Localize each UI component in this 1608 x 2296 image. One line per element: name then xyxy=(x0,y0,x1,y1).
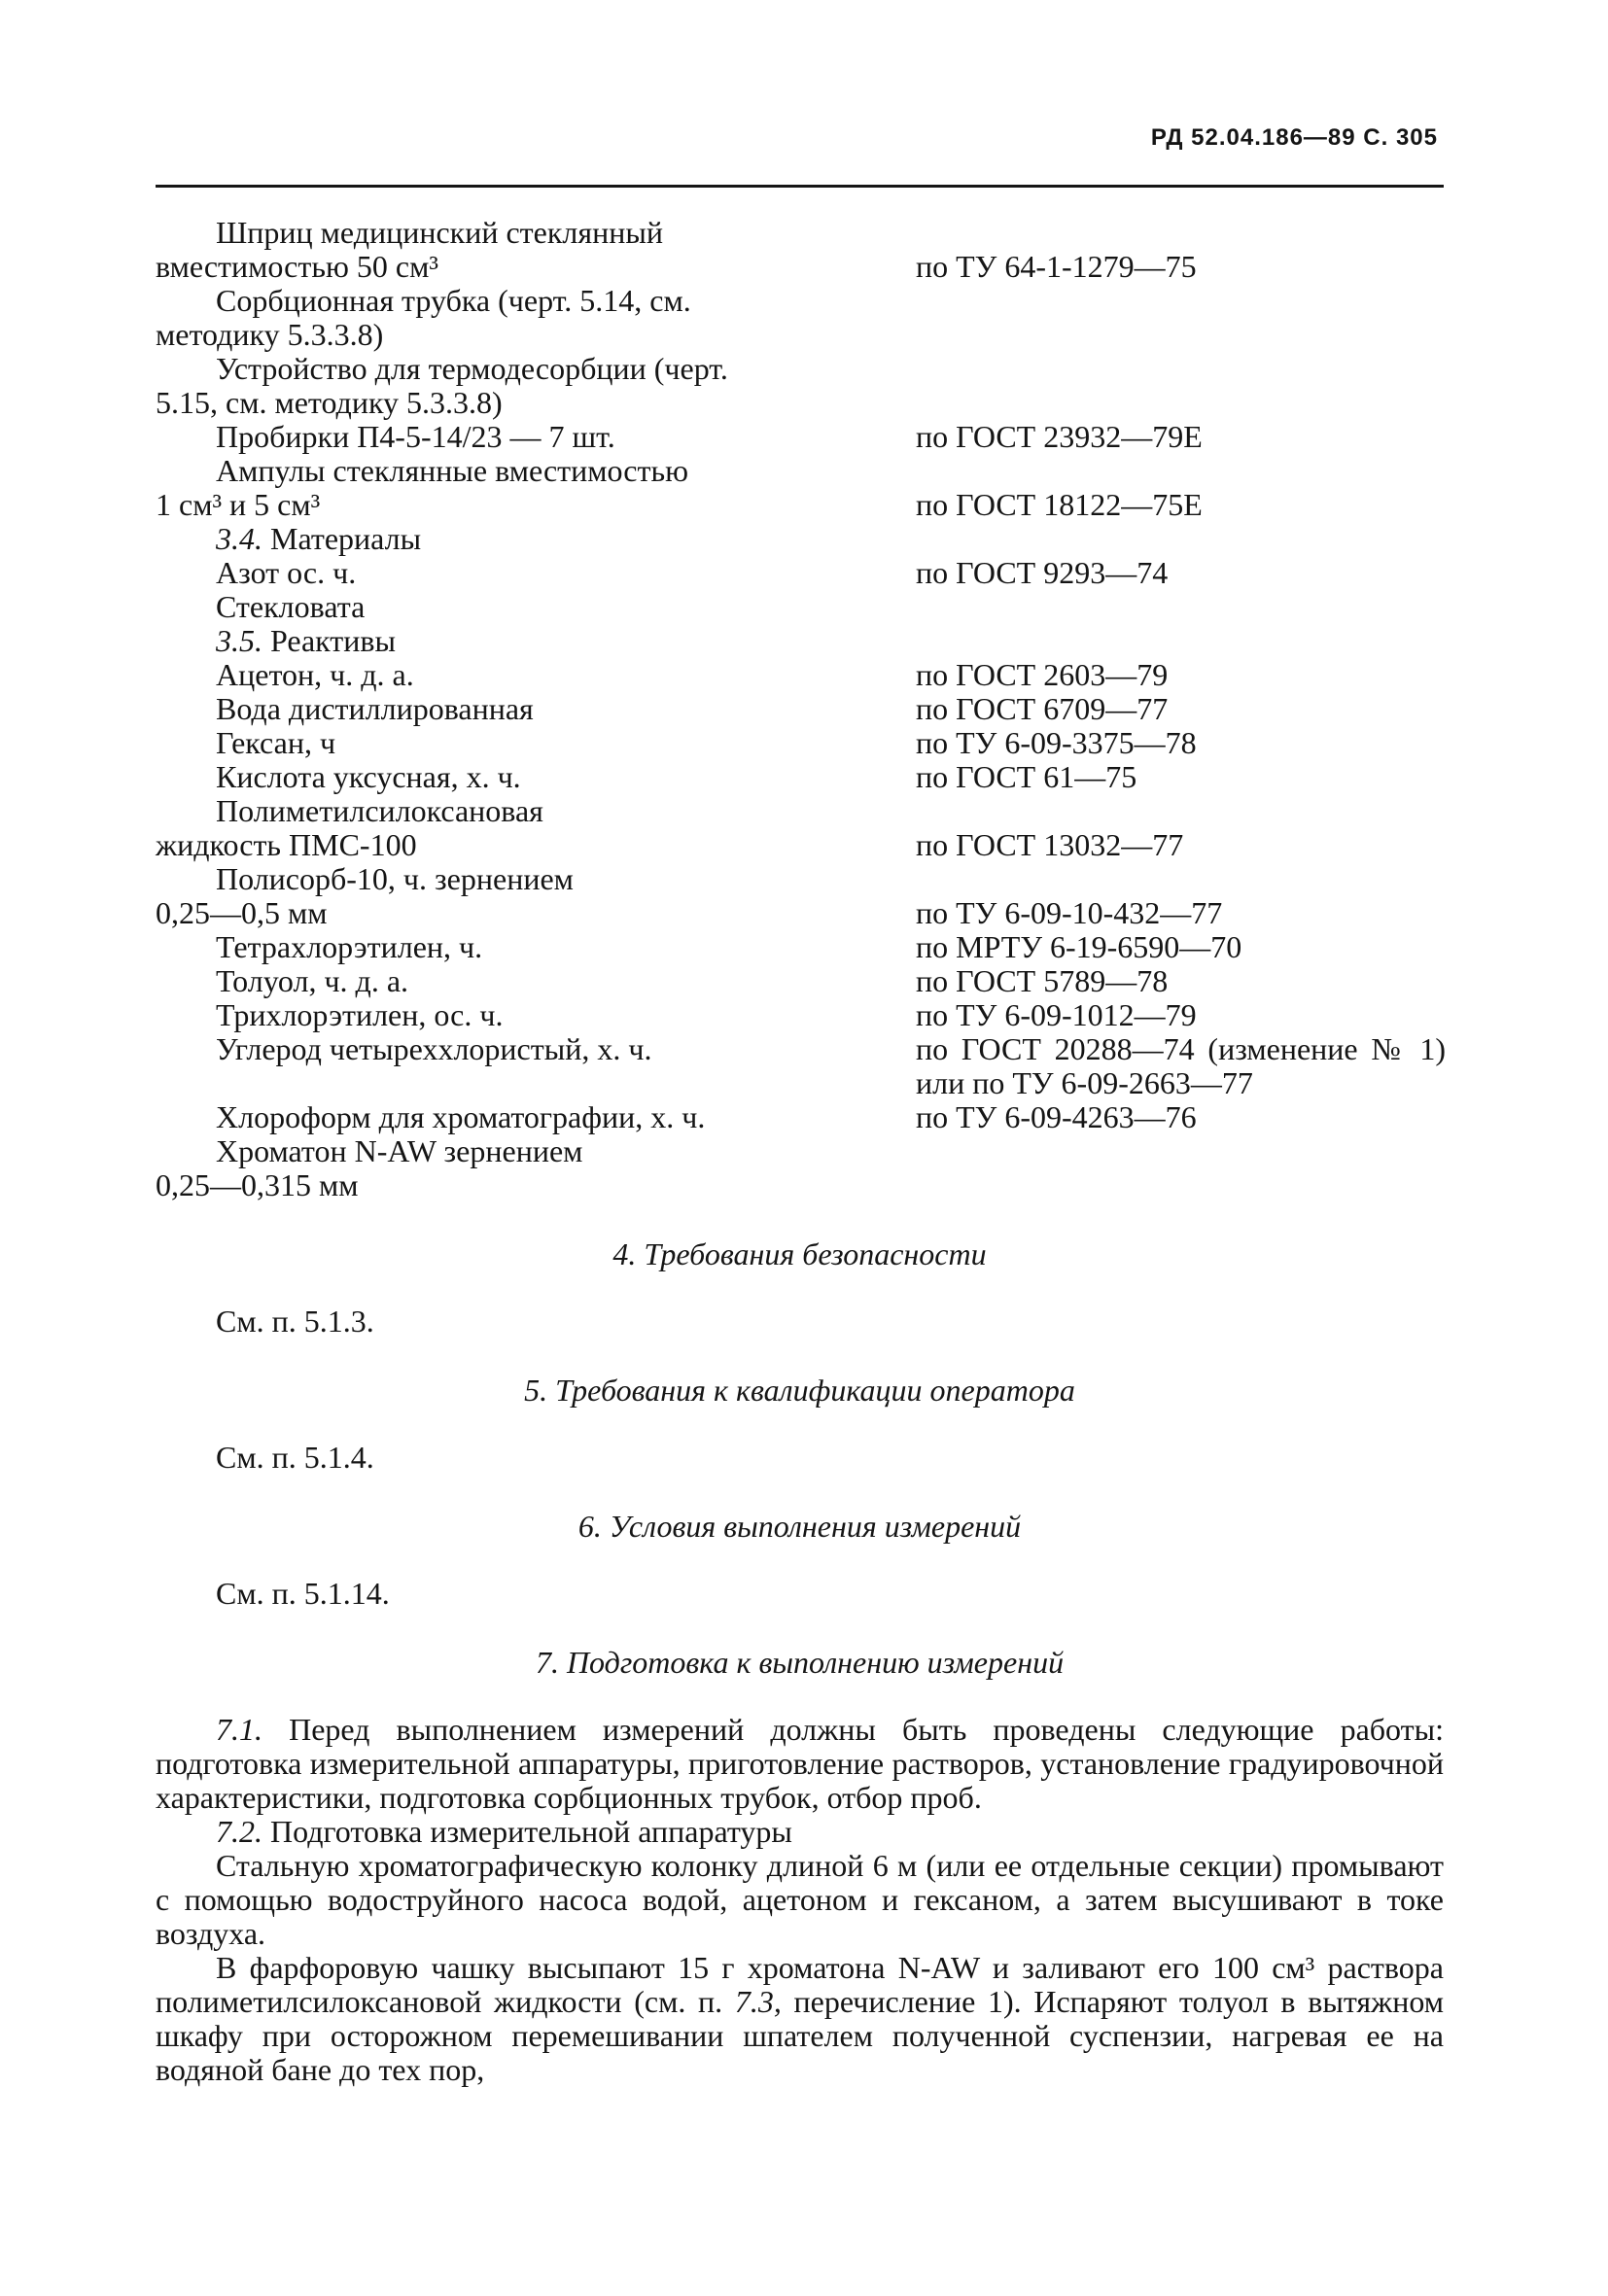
item-name: Шприц медицинский стеклянный xyxy=(216,215,663,250)
item-name-cont: 0,25—0,315 мм xyxy=(156,1167,359,1202)
subsection-number: 3.5. xyxy=(216,623,262,658)
item-name: Кислота уксусная, х. ч. xyxy=(216,759,521,794)
list-item xyxy=(156,556,1444,590)
item-name-cont: жидкость ПМС-100 xyxy=(156,827,417,862)
paragraph-chromaton-prep xyxy=(156,1951,1444,2087)
item-standard: по ТУ 6-09-1012—79 xyxy=(916,997,1197,1032)
list-item xyxy=(156,352,1444,420)
item-standard: по ГОСТ 23932—79Е xyxy=(916,419,1203,454)
section-title-7: 7. Подготовка к выполнению измерений xyxy=(535,1645,1065,1680)
item-name: Стекловата xyxy=(216,589,366,624)
subsection-title: Реактивы xyxy=(270,623,397,658)
item-standard: по ГОСТ 13032—77 xyxy=(916,827,1184,862)
paragraph-cross-ref: 7.3, xyxy=(734,1984,782,2019)
list-item xyxy=(156,726,1444,760)
subsection-heading xyxy=(156,522,1444,556)
section-body-6: См. п. 5.1.14. xyxy=(216,1576,390,1611)
item-standard: по МРТУ 6-19-6590—70 xyxy=(916,929,1242,964)
paragraph-7-2 xyxy=(156,1815,1444,1849)
item-name: Трихлорэтилен, ос. ч. xyxy=(216,997,504,1032)
item-name: Ацетон, ч. д. а. xyxy=(216,657,414,692)
item-name: Вода дистиллированная xyxy=(216,691,534,726)
section-title-6: 6. Условия выполнения измерений xyxy=(577,1509,1022,1544)
item-standard: по ГОСТ 9293—74 xyxy=(916,555,1169,590)
list-item xyxy=(156,420,1444,454)
list-item xyxy=(156,454,1444,522)
item-name: Полисорб-10, ч. зернением xyxy=(216,861,574,896)
item-name: Хлороформ для хроматографии, х. ч. xyxy=(216,1099,706,1134)
list-item xyxy=(156,1134,1444,1202)
item-name: Азот ос. ч. xyxy=(216,555,357,590)
item-standard: по ГОСТ 18122—75Е xyxy=(916,487,1203,522)
list-item xyxy=(156,1032,1444,1100)
list-item xyxy=(156,760,1444,794)
item-standard: по ГОСТ 6709—77 xyxy=(916,691,1169,726)
item-name-cont: 1 см³ и 5 см³ xyxy=(156,487,321,522)
item-standard: по ГОСТ 61—75 xyxy=(916,759,1137,794)
item-name: Толуол, ч. д. а. xyxy=(216,963,409,998)
item-name-cont: методику 5.3.3.8) xyxy=(156,317,384,352)
item-name: Устройство для термодесорбции (черт. xyxy=(216,351,728,386)
list-item xyxy=(156,930,1444,964)
page-header: РД 52.04.186—89 С. 305 xyxy=(1150,124,1438,151)
item-name: Хроматон N-AW зернением xyxy=(216,1133,583,1168)
item-standard: по ГОСТ 5789—78 xyxy=(916,963,1169,998)
item-standard: по ТУ 6-09-10-432—77 xyxy=(916,895,1223,930)
list-item xyxy=(156,692,1444,726)
item-standard: по ТУ 6-09-4263—76 xyxy=(916,1099,1197,1134)
list-item xyxy=(156,284,1444,352)
section-body-4: См. п. 5.1.3. xyxy=(216,1304,374,1339)
paragraph-number: 7.2. xyxy=(216,1814,262,1849)
list-item xyxy=(156,862,1444,930)
item-name: Гексан, ч xyxy=(216,725,336,760)
list-item xyxy=(156,1100,1444,1134)
item-name: Тетрахлорэтилен, ч. xyxy=(216,929,483,964)
list-item xyxy=(156,590,1444,624)
list-item xyxy=(156,964,1444,998)
subsection-number: 3.4. xyxy=(216,521,262,556)
paragraph-column-prep: Стальную хроматографическую колонку длиной 6 м (или ее отдельные секции) промывают с помощью водоструйного насоса водой, ацетоном и гексаном, а затем высушивают в токе воздуха. xyxy=(156,1848,1444,1951)
section-body-5: См. п. 5.1.4. xyxy=(216,1440,374,1475)
section-title-5: 5. Требования к квалификации оператора xyxy=(524,1373,1075,1408)
document-body xyxy=(156,216,1444,2087)
item-name-cont: вместимостью 50 см³ xyxy=(156,249,438,284)
paragraph-text: В фарфоровую чашку высыпают 15 г хроматона N-AW и заливают его 100 см³ раствора полиметилсилоксановой жидкости (см. п. xyxy=(156,1950,1444,2019)
item-name-cont: 5.15, см. методику 5.3.3.8) xyxy=(156,385,503,420)
item-standard: по ГОСТ 20288—74 (изменение № 1) или по ТУ 6-09-2663—77 xyxy=(916,1031,1446,1100)
header-rule xyxy=(156,185,1444,188)
item-standard: по ТУ 6-09-3375—78 xyxy=(916,725,1197,760)
subsection-heading xyxy=(156,624,1444,658)
item-name: Углерод четыреххлористый, х. ч. xyxy=(216,1031,652,1066)
item-name: Пробирки П4-5-14/23 — 7 шт. xyxy=(216,419,615,454)
item-name: Ампулы стеклянные вместимостью xyxy=(216,453,688,488)
item-name: Сорбционная трубка (черт. 5.14, см. xyxy=(216,283,691,318)
list-item xyxy=(156,998,1444,1032)
subsection-title: Материалы xyxy=(270,521,422,556)
item-standard: по ТУ 64-1-1279—75 xyxy=(916,249,1197,284)
paragraph-number: 7.1. xyxy=(216,1712,262,1747)
item-name: Полиметилсилоксановая xyxy=(216,793,543,828)
paragraph-7-1 xyxy=(156,1713,1444,1815)
list-item xyxy=(156,794,1444,862)
section-title-4: 4. Требования безопасности xyxy=(612,1236,987,1271)
list-item xyxy=(156,216,1444,284)
paragraph-text: Перед выполнением измерений должны быть проведены следующие работы: подготовка измерительной аппаратуры, приготовление растворов, установление градуировочной характеристики, подготовка сорбционных трубок, отбор проб. xyxy=(156,1712,1445,1815)
item-standard: по ГОСТ 2603—79 xyxy=(916,657,1169,692)
paragraph-text: Подготовка измерительной аппаратуры xyxy=(270,1814,792,1849)
paragraph-text: перечисление 1). Испаряют толуол в вытяжном шкафу при осторожном перемешивании шпателем полученной суспензии, нагревая ее на водяной бане до тех пор, xyxy=(156,1984,1445,2087)
list-item xyxy=(156,658,1444,692)
item-name-cont: 0,25—0,5 мм xyxy=(156,895,328,930)
